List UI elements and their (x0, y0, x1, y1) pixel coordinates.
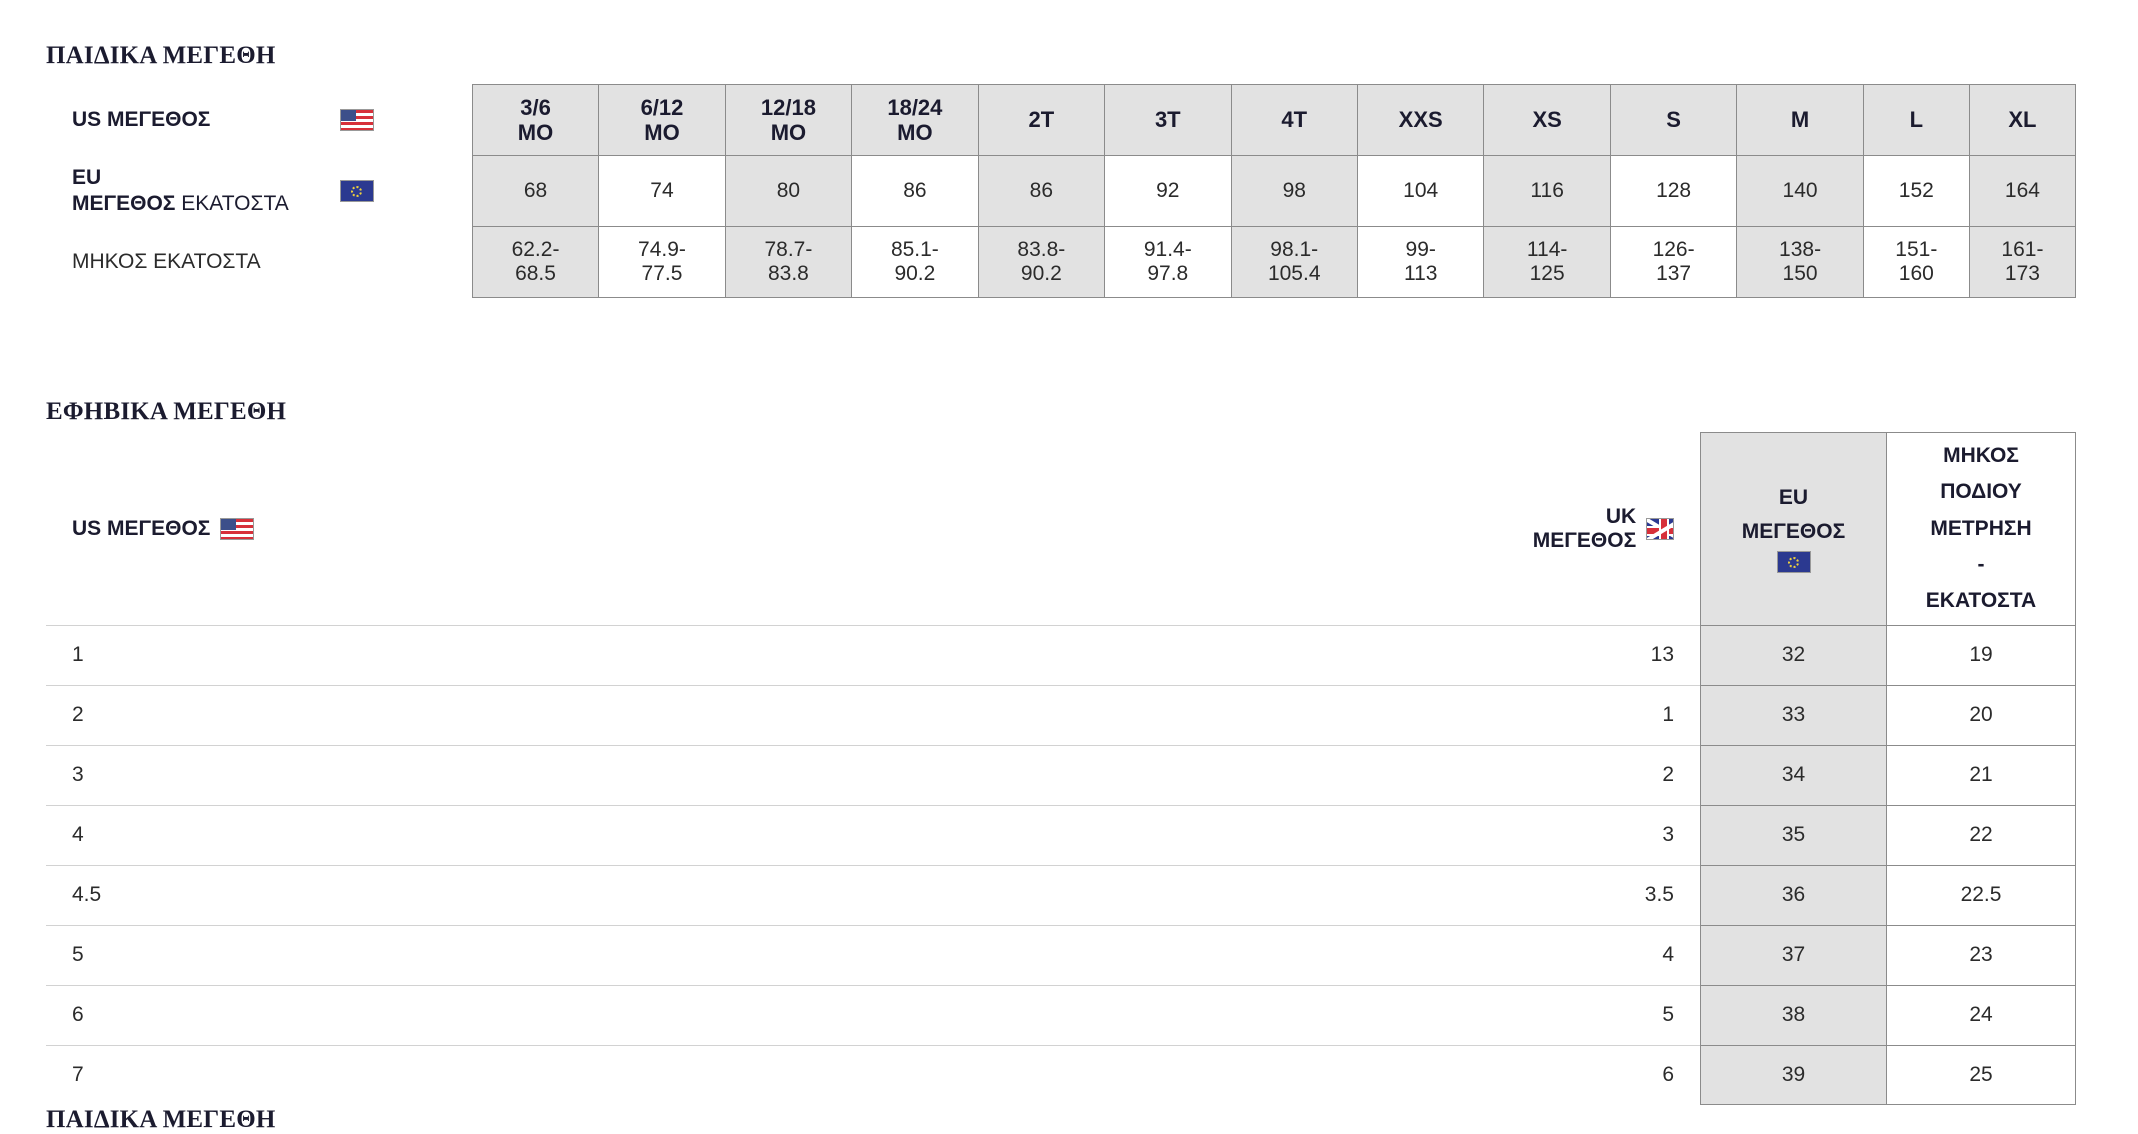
cell-us-size: 4T (1231, 85, 1357, 156)
cell-us-size: 3/6 MO (472, 85, 598, 156)
cell-eu-size: 164 (1969, 156, 2075, 227)
table-row (46, 685, 2076, 745)
cell-eu-size: 104 (1357, 156, 1483, 227)
cell-us-size: 12/18 MO (725, 85, 851, 156)
flag-us-icon (340, 109, 374, 131)
cell-us-size: XXS (1357, 85, 1483, 156)
row-label-us-size-text: US ΜΕΓΕΘΟΣ (72, 107, 211, 131)
cell-us-size: L (1863, 85, 1969, 156)
cell-foot-length: 19 (1887, 625, 2076, 685)
cell-eu-size: 38 (1701, 985, 1887, 1045)
header-len-line1: ΜΗΚΟΣ (1943, 443, 2019, 467)
cell-us-size: 7 (46, 1045, 1523, 1105)
table-row (46, 925, 2076, 985)
cell-us-size: 3 (46, 745, 1523, 805)
header-len-line5: ΕΚΑΤΟΣΤΑ (1925, 589, 2037, 613)
kids-sizes-heading: ΠΑΙΔΙΚΑ ΜΕΓΕΘΗ (46, 42, 276, 69)
teen-sizes-table (46, 432, 2076, 1105)
cell-eu-size: 35 (1701, 805, 1887, 865)
header-foot-length (1887, 433, 2076, 626)
table-row-us-sizes (46, 85, 2076, 156)
cell-length: 161- 173 (1969, 227, 2075, 298)
table-row (46, 985, 2076, 1045)
flag-uk-icon (1646, 518, 1674, 540)
kids-sizes-heading-bottom: ΠΑΙΔΙΚΑ ΜΕΓΕΘΗ (46, 1106, 276, 1133)
cell-us-size: 18/24 MO (852, 85, 978, 156)
cell-us-size: XL (1969, 85, 2075, 156)
cell-eu-size: 39 (1701, 1045, 1887, 1105)
table-row (46, 1045, 2076, 1105)
kids-sizes-table (46, 84, 2076, 298)
cell-length: 114- 125 (1484, 227, 1610, 298)
cell-us-size: 3T (1105, 85, 1231, 156)
cell-eu-size: 92 (1105, 156, 1231, 227)
table-row (46, 625, 2076, 685)
header-us-size (46, 433, 1523, 626)
cell-eu-size: 33 (1701, 685, 1887, 745)
header-uk-size (1523, 433, 1701, 626)
row-label-eu-size (46, 156, 472, 227)
row-label-eu-line2-thin: ΕΚΑΤΟΣΤΑ (175, 192, 289, 215)
flag-us-icon (220, 518, 254, 540)
cell-foot-length: 24 (1887, 985, 2076, 1045)
cell-eu-size: 37 (1701, 925, 1887, 985)
cell-length: 99- 113 (1357, 227, 1483, 298)
cell-foot-length: 25 (1887, 1045, 2076, 1105)
cell-foot-length: 22 (1887, 805, 2076, 865)
cell-eu-size: 128 (1610, 156, 1736, 227)
cell-us-size: 2 (46, 685, 1523, 745)
cell-eu-size: 80 (725, 156, 851, 227)
cell-length: 91.4- 97.8 (1105, 227, 1231, 298)
table-row-length (46, 227, 2076, 298)
cell-eu-size: 36 (1701, 865, 1887, 925)
header-len-line4: - (1977, 552, 1985, 576)
row-label-eu-line1: EU (72, 165, 102, 189)
cell-uk-size: 2 (1523, 745, 1701, 805)
cell-length: 62.2- 68.5 (472, 227, 598, 298)
flag-eu-icon (1777, 551, 1811, 573)
cell-length: 98.1- 105.4 (1231, 227, 1357, 298)
header-uk-size-text: UK ΜΕΓΕΘΟΣ (1532, 504, 1637, 552)
row-label-length (46, 227, 472, 298)
cell-eu-size: 74 (599, 156, 725, 227)
cell-uk-size: 3 (1523, 805, 1701, 865)
cell-eu-size: 86 (978, 156, 1104, 227)
header-eu-size (1701, 433, 1887, 626)
row-label-eu-line2: ΜΕΓΕΘΟΣ (72, 192, 176, 215)
header-len-line3: ΜΕΤΡΗΣΗ (1930, 516, 2032, 540)
cell-eu-size: 116 (1484, 156, 1610, 227)
header-eu-line1: EU (1778, 486, 1809, 510)
teen-sizes-heading: ΕΦΗΒΙΚΑ ΜΕΓΕΘΗ (46, 398, 287, 425)
cell-eu-size: 86 (852, 156, 978, 227)
cell-us-size: 5 (46, 925, 1523, 985)
cell-foot-length: 21 (1887, 745, 2076, 805)
cell-eu-size: 34 (1701, 745, 1887, 805)
table-row (46, 745, 2076, 805)
cell-eu-size: 98 (1231, 156, 1357, 227)
row-label-length-text: ΜΗΚΟΣ ΕΚΑΤΟΣΤΑ (72, 249, 261, 273)
cell-us-size: 4.5 (46, 865, 1523, 925)
cell-us-size: 2T (978, 85, 1104, 156)
cell-us-size: S (1610, 85, 1736, 156)
cell-foot-length: 20 (1887, 685, 2076, 745)
header-len-line2: ΠΟΔΙΟΥ (1940, 480, 2022, 504)
cell-length: 83.8- 90.2 (978, 227, 1104, 298)
cell-us-size: 6 (46, 985, 1523, 1045)
cell-foot-length: 23 (1887, 925, 2076, 985)
cell-us-size: 4 (46, 805, 1523, 865)
cell-us-size: M (1737, 85, 1863, 156)
flag-eu-icon (340, 180, 374, 202)
cell-length: 78.7- 83.8 (725, 227, 851, 298)
cell-us-size: XS (1484, 85, 1610, 156)
cell-uk-size: 3.5 (1523, 865, 1701, 925)
cell-uk-size: 13 (1523, 625, 1701, 685)
cell-length: 85.1- 90.2 (852, 227, 978, 298)
cell-length: 126- 137 (1610, 227, 1736, 298)
row-label-us-size (46, 85, 472, 156)
cell-eu-size: 68 (472, 156, 598, 227)
row-label-eu-size-text (72, 165, 289, 218)
cell-uk-size: 5 (1523, 985, 1701, 1045)
cell-us-size: 6/12 MO (599, 85, 725, 156)
header-us-size-text: US ΜΕΓΕΘΟΣ (72, 516, 211, 540)
cell-us-size: 1 (46, 625, 1523, 685)
cell-foot-length: 22.5 (1887, 865, 2076, 925)
table-row (46, 805, 2076, 865)
table-header-row (46, 433, 2076, 626)
cell-uk-size: 4 (1523, 925, 1701, 985)
cell-length: 74.9- 77.5 (599, 227, 725, 298)
cell-uk-size: 1 (1523, 685, 1701, 745)
cell-length: 138- 150 (1737, 227, 1863, 298)
table-row (46, 865, 2076, 925)
cell-eu-size: 152 (1863, 156, 1969, 227)
cell-uk-size: 6 (1523, 1045, 1701, 1105)
cell-length: 151- 160 (1863, 227, 1969, 298)
table-row-eu-sizes (46, 156, 2076, 227)
cell-eu-size: 32 (1701, 625, 1887, 685)
header-eu-line2: ΜΕΓΕΘΟΣ (1741, 519, 1846, 543)
cell-eu-size: 140 (1737, 156, 1863, 227)
